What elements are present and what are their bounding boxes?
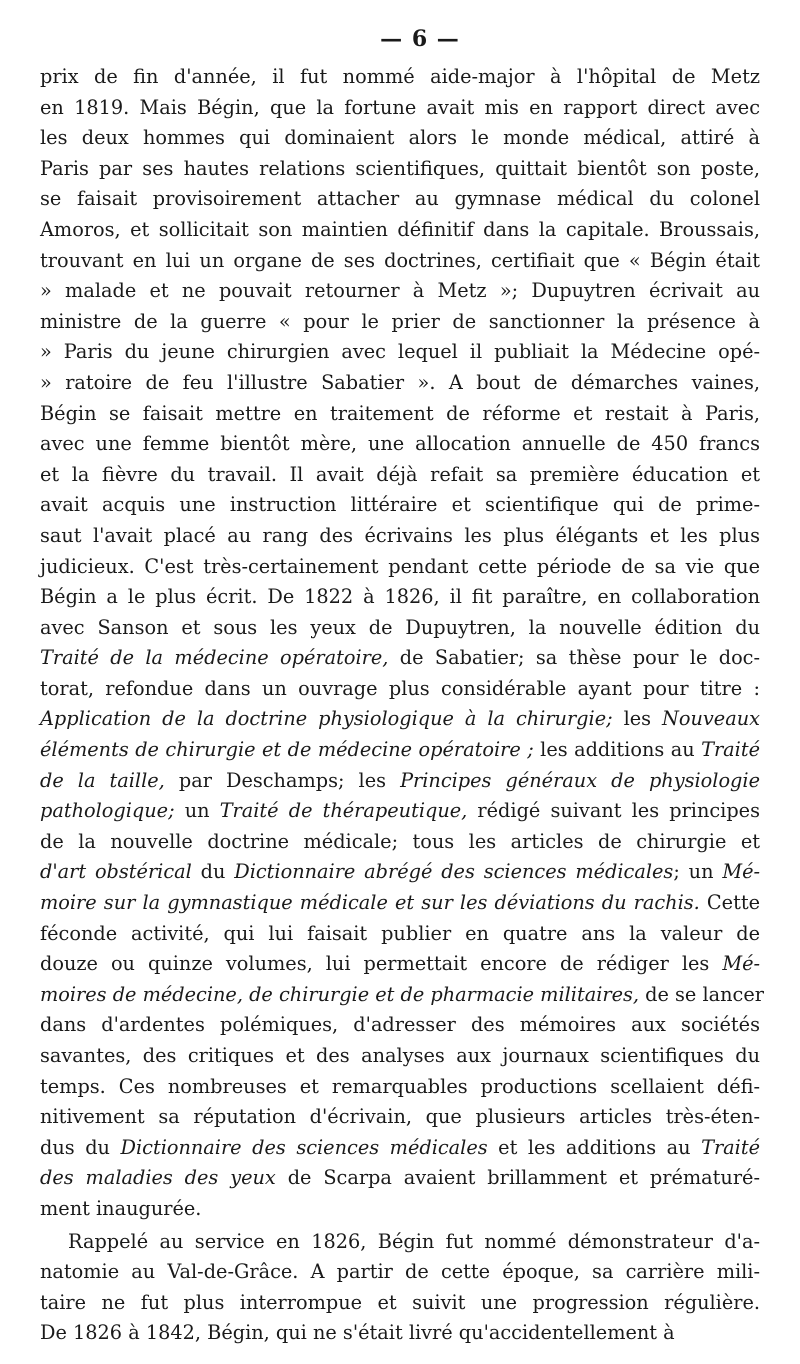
text-line: » ratoire de feu l'illustre Sabatier ». A bout de démarches vaines, [40, 370, 760, 394]
text-line: Bégin a le plus écrit. De 1822 à 1826, il fit paraître, en collaboration [40, 585, 760, 609]
italic-title: éléments de chirurgie et de médecine opératoire ; [40, 738, 534, 762]
text-line [40, 980, 764, 1011]
italic-title: Traité de thérapeutique, [219, 799, 468, 823]
text-segment: les additions au [533, 738, 702, 762]
italic-title: moires de médecine, de chirurgie et de pharmacie militaires, [40, 982, 640, 1006]
text-line: judicieux. C'est très-certainement pendant cette période de sa vie que [40, 554, 760, 578]
italic-title: de la taille, [40, 768, 165, 792]
text-line: saut l'avait placé au rang des écrivains les plus élégants et les plus [40, 523, 760, 547]
text-line: torat, refondue dans un ouvrage plus considérable ayant pour titre : [40, 676, 760, 700]
text-segment: de Scarpa avaient brillamment et prématuré- [275, 1166, 760, 1190]
text-line: Rappelé au service en 1826, Bégin fut nommé démonstrateur d'a- [68, 1229, 760, 1253]
text-line [40, 766, 760, 797]
text-line [40, 796, 760, 827]
text-line: Bégin se faisait mettre en traitement de réforme et restait à Paris, [40, 401, 760, 425]
text-line: De 1826 à 1842, Bégin, qui ne s'était livré qu'accidentellement à [40, 1321, 675, 1345]
text-line [40, 735, 760, 766]
text-line: dans d'ardentes polémiques, d'adresser des mémoires aux sociétés [40, 1013, 760, 1037]
text-line: féconde activité, qui lui faisait publier en quatre ans la valeur de [40, 921, 760, 945]
italic-title: d'art obstérical [40, 860, 192, 884]
text-line: avec Sanson et sous les yeux de Dupuytren, la nouvelle édition du [40, 615, 760, 639]
italic-title: Traité de la médecine opératoire, [40, 646, 389, 670]
text-line [40, 1133, 760, 1164]
text-line: Amoros, et sollicitait son maintien définitif dans la capitale. Broussais, [40, 217, 760, 241]
text-segment: dus du [40, 1135, 121, 1159]
text-line: temps. Ces nombreuses et remarquables productions scellaient défi- [40, 1074, 760, 1098]
text-line: en 1819. Mais Bégin, que la fortune avait mis en rapport direct avec [40, 95, 760, 119]
text-segment: un [174, 799, 220, 823]
text-segment: Cette [699, 891, 760, 915]
text-line: nitivement sa réputation d'écrivain, que plusieurs articles très-éten- [40, 1105, 760, 1129]
italic-title: Traité [701, 738, 760, 762]
text-line: trouvant en lui un organe de ses doctrines, certifiait que « Bégin était [40, 248, 760, 272]
italic-title: moire sur la gymnastique médicale et sur les déviations du rachis. [40, 891, 700, 915]
text-line: » malade et ne pouvait retourner à Metz »; Dupuytren écrivait au [40, 279, 760, 303]
page-number: — 6 — [380, 26, 460, 52]
text-line: Paris par ses hautes relations scientifiques, quittait bientôt son poste, [40, 156, 760, 180]
italic-title: des maladies des yeux [40, 1166, 276, 1190]
text-line [40, 888, 760, 919]
text-segment: de Sabatier; sa thèse pour le doc- [388, 646, 760, 670]
text-line: ministre de la guerre « pour le prier de sanctionner la présence à [40, 309, 760, 333]
text-line: savantes, des critiques et des analyses aux journaux scientifiques du [40, 1044, 760, 1067]
italic-title: Mé- [722, 860, 760, 884]
text-line: les deux hommes qui dominaient alors le monde médical, attiré à [40, 126, 760, 150]
text-segment: ; un [673, 860, 723, 884]
text-line: » Paris du jeune chirurgien avec lequel il publiait la Médecine opé- [40, 340, 760, 364]
text-line [40, 704, 760, 735]
italic-title: Application de la doctrine physiologique à la chirurgie; [40, 707, 613, 731]
italic-title: Traité [701, 1135, 760, 1159]
italic-title: Dictionnaire des sciences médicales [120, 1135, 488, 1159]
text-line: de la nouvelle doctrine médicale; tous les articles de chirurgie et [40, 829, 760, 853]
text-line [40, 857, 760, 888]
text-line: prix de fin d'année, il fut nommé aide-major à l'hôpital de Metz [40, 65, 760, 88]
text-line [40, 949, 760, 980]
text-segment: les [612, 707, 662, 731]
text-segment: douze ou quinze volumes, lui permettait encore de rédiger les [40, 952, 723, 976]
text-line: avec une femme bientôt mère, une allocation annuelle de 450 francs [40, 432, 760, 456]
italic-title: Nouveaux [662, 707, 760, 731]
italic-title: pathologique; [40, 799, 175, 823]
text-line: et la fièvre du travail. Il avait déjà refait sa première éducation et [40, 462, 760, 486]
text-line: taire ne fut plus interrompue et suivit une progression régulière. [40, 1290, 760, 1314]
text-line: ment inaugurée. [40, 1196, 202, 1220]
paragraph-1 [40, 62, 764, 1225]
paragraph-2 [40, 1227, 760, 1349]
text-segment: et les additions au [487, 1135, 702, 1159]
text-segment: par Deschamps; les [164, 768, 401, 792]
italic-title: Mé- [722, 952, 760, 976]
text-segment: de se lancer [639, 982, 764, 1006]
text-line: natomie au Val-de-Grâce. A partir de cette époque, sa carrière mili- [40, 1260, 760, 1284]
text-segment: du [191, 860, 235, 884]
italic-title: Dictionnaire abrégé des sciences médicales [234, 860, 674, 884]
text-segment: rédigé suivant les principes [467, 799, 760, 823]
text-line: se faisait provisoirement attacher au gymnase médical du colonel [40, 187, 760, 211]
text-line: avait acquis une instruction littéraire et scientifique qui de prime- [40, 493, 760, 517]
text-line [40, 643, 760, 674]
italic-title: Principes généraux de physiologie [400, 768, 760, 792]
text-line [40, 1163, 760, 1194]
